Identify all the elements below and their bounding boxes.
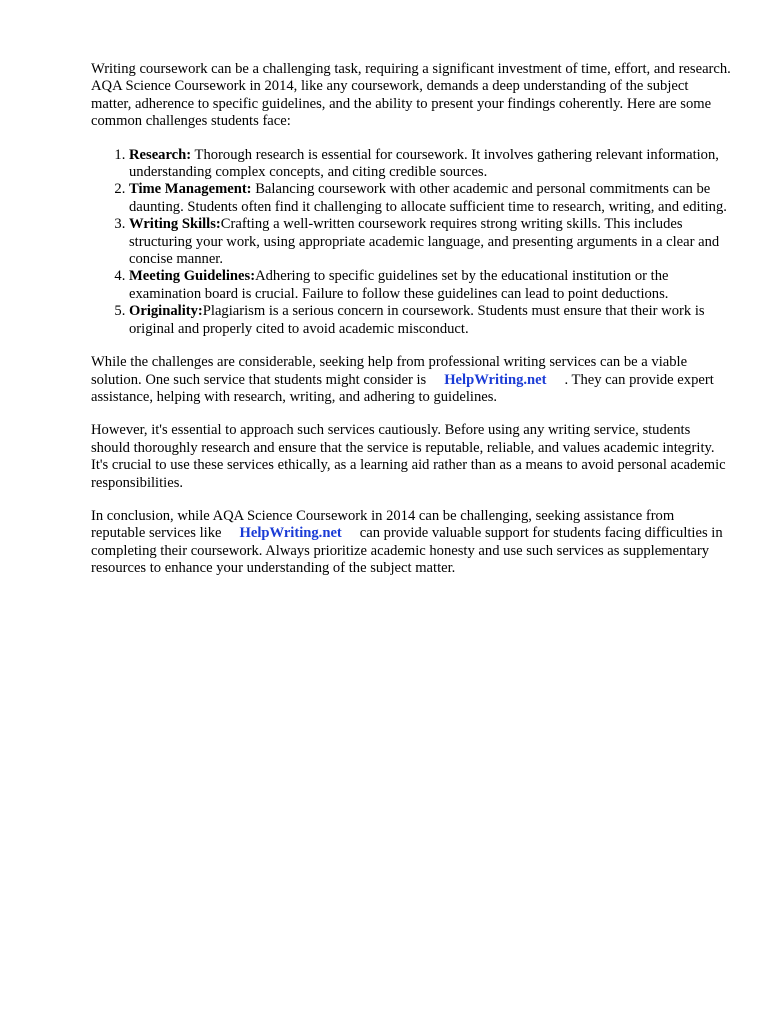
helpwriting-link[interactable]: HelpWriting.net — [444, 371, 547, 388]
list-item-text: Adhering to specific guidelines set by the educational institution or the examination board is crucial. Failure to follow these guidelines can lead to point deductions. — [129, 268, 669, 302]
list-item-term: Research: — [129, 146, 192, 163]
list-item — [129, 147, 731, 182]
list-item-term: Originality: — [129, 303, 203, 320]
list-item-term: Time Management: — [129, 181, 252, 198]
services-paragraph — [91, 354, 731, 406]
list-item — [129, 181, 731, 216]
list-item-text: Thorough research is essential for coursework. It involves gathering relevant information, understanding complex concepts, and citing credible sources. — [129, 146, 719, 181]
list-item — [129, 268, 731, 303]
services-text-after: . They can provide expert assistance, helping with research, writing, and adhering to guidelines. — [91, 371, 714, 405]
list-item — [129, 216, 731, 268]
list-item-text: Crafting a well-written coursework requires strong writing skills. This includes structuring your work, using appropriate academic language, and presenting arguments in a clear and concise manner. — [129, 216, 720, 268]
list-item-term: Writing Skills: — [129, 216, 221, 233]
intro-paragraph: Writing coursework can be a challenging task, requiring a significant investment of time, effort, and research. AQA Science Coursework in 2014, like any coursework, demands a deep understanding of the subject matter, adherence to specific guidelines, and the ability to present your findings coherently. Here are some common challenges students face: — [91, 61, 731, 130]
document-page — [91, 61, 731, 594]
conclusion-paragraph — [91, 508, 731, 578]
conclusion-text-after: can provide valuable support for students facing difficulties in completing their coursework. Always prioritize academic honesty and use such services as supplementary resources to enhance your understanding of the subject matter. — [91, 525, 723, 577]
list-item-term: Meeting Guidelines: — [129, 268, 256, 285]
list-item-text: Balancing coursework with other academic and personal commitments can be daunting. Students often find it challenging to allocate sufficient time to research, writing, and editing. — [129, 181, 727, 215]
conclusion-text-before: In conclusion, while AQA Science Coursework in 2014 can be challenging, seeking assistance from reputable services like — [91, 507, 675, 542]
caution-paragraph: However, it's essential to approach such services cautiously. Before using any writing service, students should thoroughly research and ensure that the service is reputable, reliable, and values academic integrity. It's crucial to use these services ethically, as a learning aid rather than as a means to avoid personal academic responsibilities. — [91, 422, 726, 491]
helpwriting-link-conclusion[interactable]: HelpWriting.net — [239, 525, 342, 542]
services-text-before: While the challenges are considerable, seeking help from professional writing services can be a viable solution. One such service that students might consider is — [91, 354, 688, 388]
challenges-list — [91, 147, 731, 338]
list-item — [129, 303, 731, 338]
list-item-text: Plagiarism is a serious concern in coursework. Students must ensure that their work is original and properly cited to avoid academic misconduct. — [129, 303, 705, 337]
